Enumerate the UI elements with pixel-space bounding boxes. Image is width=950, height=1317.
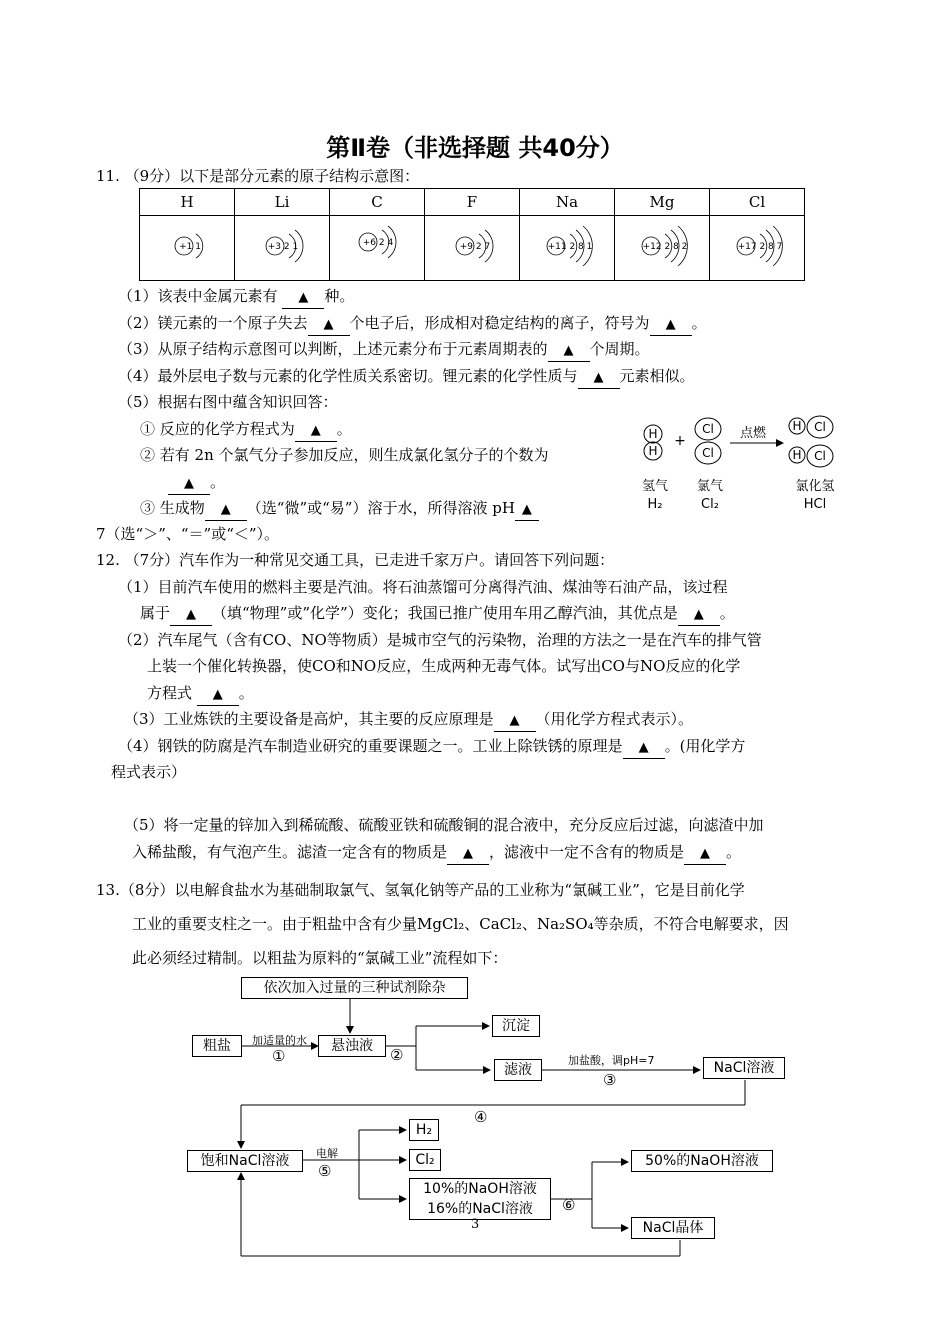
plus-sign: + xyxy=(674,433,686,449)
h-atom-label: H xyxy=(792,419,802,433)
atom-diagram-text: +17 2 8 7 xyxy=(737,242,783,252)
cl-atom-label: Cl xyxy=(814,420,826,434)
atom-diagram-c xyxy=(330,216,425,281)
answer-blank[interactable]: ▲ xyxy=(515,500,539,521)
answer-blank[interactable]: ▲ xyxy=(447,844,489,865)
answer-blank[interactable]: ▲ xyxy=(282,288,324,309)
formula-hcl: HCl xyxy=(803,497,827,512)
q12-part1-b: 属于 xyxy=(140,604,171,622)
q11-part2-mid: 个电子后，形成相对稳定结构的离子，符号为 xyxy=(349,314,650,332)
answer-blank[interactable]: ▲ xyxy=(650,315,692,336)
step-2-marker: ② xyxy=(390,1046,404,1064)
saturated-nacl-box: 饱和NaCl溶液 xyxy=(187,1150,303,1172)
atom-diagram-text: +6 2 4 xyxy=(362,238,394,248)
atom-diagram-text: +11 2 8 1 xyxy=(547,242,593,252)
q11-part4 xyxy=(118,366,695,389)
q12-stem: 12. （7分）汽车作为一种常见交通工具，已走进千家万户。请回答下列问题： xyxy=(96,551,615,569)
q11-sub2-cont xyxy=(168,472,225,495)
q12-part5-c: ，滤液中一定不含有的物质是 xyxy=(489,843,685,861)
answer-blank[interactable]: ▲ xyxy=(197,685,239,706)
q12-part4-text: （4）钢铁的防腐是汽车制造业研究的重要课题之一。工业上除铁锈的原理是 xyxy=(118,737,623,755)
atom-shell-icon xyxy=(710,216,804,276)
crude-salt-box: 粗盐 xyxy=(192,1035,242,1057)
atom-diagram-text: +3 2 1 xyxy=(267,242,299,252)
precipitate-box: 沉淀 xyxy=(492,1015,540,1037)
q11-sub3-mid: （选“微”或“易”）溶于水，所得溶液 pH xyxy=(246,499,515,517)
q12-part3 xyxy=(124,709,693,732)
nacl-solution-box: NaCl溶液 xyxy=(703,1057,785,1079)
name-h2: 氢气 xyxy=(641,479,669,494)
step-6-marker: ⑥ xyxy=(562,1196,576,1214)
atom-diagram-li xyxy=(235,216,330,281)
q11-part2-text: （2）镁元素的一个原子失去 xyxy=(118,314,308,332)
q11-part4-tail: 元素相似。 xyxy=(619,367,695,385)
atom-shell-icon xyxy=(235,216,329,276)
q12-part2-cont2 xyxy=(147,683,254,706)
h-atom-label: H xyxy=(648,444,658,458)
q12-part5-b: 入稀盐酸，有气泡产生。滤渣一定含有的物质是 xyxy=(132,843,448,861)
h-atom-label: H xyxy=(792,448,802,462)
atom-diagram-text: +1 1 xyxy=(179,242,201,252)
q12-part5: （5）将一定量的锌加入到稀硫酸、硫酸亚铁和硫酸铜的混合液中，充分反应后过滤，向滤渣中加 xyxy=(124,816,764,834)
q12-part3-text: （3）工业炼铁的主要设备是高炉，其主要的反应原理是 xyxy=(124,710,494,728)
name-cl2: 氯气 xyxy=(696,479,724,494)
atom-shell-icon xyxy=(425,216,519,276)
step-1-marker: ① xyxy=(272,1047,286,1065)
q11-part3-text: （3）从原子结构示意图可以判断，上述元素分布于元素周期表的 xyxy=(118,340,548,358)
q11-sub1 xyxy=(140,419,352,442)
q11-part3-tail: 个周期。 xyxy=(589,340,650,358)
q11-sub2-tail: 。 xyxy=(210,473,226,491)
q11-part1 xyxy=(118,286,354,309)
q12-part1: （1）目前汽车使用的燃料主要是汽油。将石油蒸馏可分离得汽油、煤油等石油产品，该过程 xyxy=(118,578,728,596)
atom-diagram-h xyxy=(140,216,235,281)
q11-sub2: ② 若有 2n 个氯气分子参加反应，则生成氯化氢分子的个数为 xyxy=(140,446,549,464)
q12-part2-cont: 上装一个催化转换器，使CO和NO反应，生成两种无毒气体。试写出CO与NO反应的化学 xyxy=(147,657,741,675)
q11-sub1-tail: 。 xyxy=(336,420,352,438)
add-acid-label: 加盐酸，调pH=7 xyxy=(568,1054,655,1067)
atom-shell-icon xyxy=(615,216,709,276)
q11-part1-text: （1）该表中金属元素有 xyxy=(118,287,278,305)
answer-blank[interactable]: ▲ xyxy=(623,738,665,759)
reaction-diagram xyxy=(628,412,868,514)
q11-part4-text: （4）最外层电子数与元素的化学性质关系密切。锂元素的化学性质与 xyxy=(118,367,578,385)
answer-blank[interactable]: ▲ xyxy=(168,474,210,495)
atom-diagram-na xyxy=(520,216,615,281)
q11-part2-tail: 。 xyxy=(691,314,707,332)
element-symbol-f: F xyxy=(425,189,520,216)
step-4-marker: ④ xyxy=(474,1108,488,1126)
cl-atom-label: Cl xyxy=(814,449,826,463)
table-diagram-row xyxy=(140,216,805,281)
q12-part1-cont xyxy=(140,603,735,626)
q12-part4-tail: 。(用化学方 xyxy=(664,737,746,755)
element-symbol-mg: Mg xyxy=(615,189,710,216)
h-atom-label: H xyxy=(648,427,658,441)
q11-sub3-text: ③ 生成物 xyxy=(140,499,205,517)
q12-part2: （2）汽车尾气（含有CO、NO等物质）是城市空气的污染物，治理的方法之一是在汽车的排气管 xyxy=(118,631,762,649)
suspension-box: 悬浊液 xyxy=(318,1035,386,1057)
element-symbol-c: C xyxy=(330,189,425,216)
reaction-condition: 点燃 xyxy=(739,426,767,441)
atom-shell-icon xyxy=(330,216,424,276)
answer-blank[interactable]: ▲ xyxy=(170,605,212,626)
answer-blank[interactable]: ▲ xyxy=(308,315,350,336)
q11-stem: 11. （9分）以下是部分元素的原子结构示意图： xyxy=(96,167,420,185)
add-water-label: 加适量的水 xyxy=(252,1034,307,1047)
table-header-row xyxy=(140,189,805,216)
q12-part2-c: 方程式 xyxy=(147,684,193,702)
q11-sub1-text: ① 反应的化学方程式为 xyxy=(140,420,295,438)
answer-blank[interactable]: ▲ xyxy=(295,421,337,442)
q12-part5-cont xyxy=(132,842,741,865)
formula-cl2: Cl₂ xyxy=(701,497,719,512)
q13-line1: 13.（8分）以电解食盐水为基础制取氯气、氢氧化钠等产品的工业称为“氯碱工业”，它是目前化学 xyxy=(96,881,745,899)
q11-sub3 xyxy=(140,498,539,521)
step-5-marker: ⑤ xyxy=(318,1162,332,1180)
atom-shell-icon xyxy=(520,216,614,276)
formula-h2: H₂ xyxy=(647,497,663,512)
atom-diagram-mg xyxy=(615,216,710,281)
q11-part3 xyxy=(118,339,650,362)
answer-blank[interactable]: ▲ xyxy=(684,844,726,865)
atom-structure-table xyxy=(139,188,805,281)
answer-blank[interactable]: ▲ xyxy=(678,605,720,626)
q12-part3-tail: （用化学方程式表示）。 xyxy=(535,710,694,728)
q12-part1-d: 。 xyxy=(719,604,735,622)
q13-line2: 工业的重要支柱之一。由于粗盐中含有少量MgCl₂、CaCl₂、Na₂SO₄等杂质，不符合电解要求，因 xyxy=(132,915,789,933)
step-3-marker: ③ xyxy=(603,1071,617,1089)
section-title: 第Ⅱ卷（非选择题 共40分） xyxy=(326,134,624,162)
atom-shell-icon xyxy=(140,216,234,276)
answer-blank[interactable]: ▲ xyxy=(494,711,536,732)
q11-part5: （5）根据右图中蕴含知识回答： xyxy=(118,393,338,411)
electrolysis-label: 电解 xyxy=(316,1147,338,1160)
q11-part1-tail: 种。 xyxy=(324,287,355,305)
q12-part4-cont: 程式表示） xyxy=(111,763,187,781)
cl-atom-label: Cl xyxy=(702,422,714,436)
atom-diagram-text: +9 2 7 xyxy=(459,242,491,252)
element-symbol-li: Li xyxy=(235,189,330,216)
q12-part1-c: （填“物理”或”化学”）变化；我国已推广使用车用乙醇汽油，其优点是 xyxy=(212,604,678,622)
atom-diagram-f xyxy=(425,216,520,281)
naoh-50-box: 50%的NaOH溶液 xyxy=(631,1150,773,1172)
mix-naoh-text: 10%的NaOH溶液 xyxy=(423,1181,537,1197)
q13-line3: 此必须经过精制。以粗盐为原料的“氯碱工业”流程如下： xyxy=(132,949,508,967)
answer-blank[interactable]: ▲ xyxy=(578,368,620,389)
atom-diagram-text: +12 2 8 2 xyxy=(642,242,688,252)
mixed-solution-box xyxy=(409,1178,551,1220)
q11-sub3-cont: 7（选“＞”、“＝”或“＜”）。 xyxy=(96,525,280,543)
cl2-box: Cl₂ xyxy=(409,1149,441,1171)
element-symbol-h: H xyxy=(140,189,235,216)
q12-part2-d: 。 xyxy=(238,684,254,702)
cl-atom-label: Cl xyxy=(702,446,714,460)
atom-diagram-cl xyxy=(710,216,805,281)
reagents-box: 依次加入过量的三种试剂除杂 xyxy=(241,977,468,999)
nacl-crystal-box: NaCl晶体 xyxy=(631,1217,715,1239)
filtrate-box: 滤液 xyxy=(494,1059,542,1081)
answer-blank[interactable]: ▲ xyxy=(548,341,590,362)
h2-box: H₂ xyxy=(409,1119,439,1141)
answer-blank[interactable]: ▲ xyxy=(205,500,247,521)
q11-part2 xyxy=(118,313,707,336)
element-symbol-na: Na xyxy=(520,189,615,216)
element-symbol-cl: Cl xyxy=(710,189,805,216)
q12-part4 xyxy=(118,736,745,759)
name-hcl: 氯化氢 xyxy=(795,479,835,494)
page-number: 3 xyxy=(471,1217,480,1232)
mix-nacl-text: 16%的NaCl溶液 xyxy=(427,1201,533,1217)
q12-part5-d: 。 xyxy=(726,843,742,861)
